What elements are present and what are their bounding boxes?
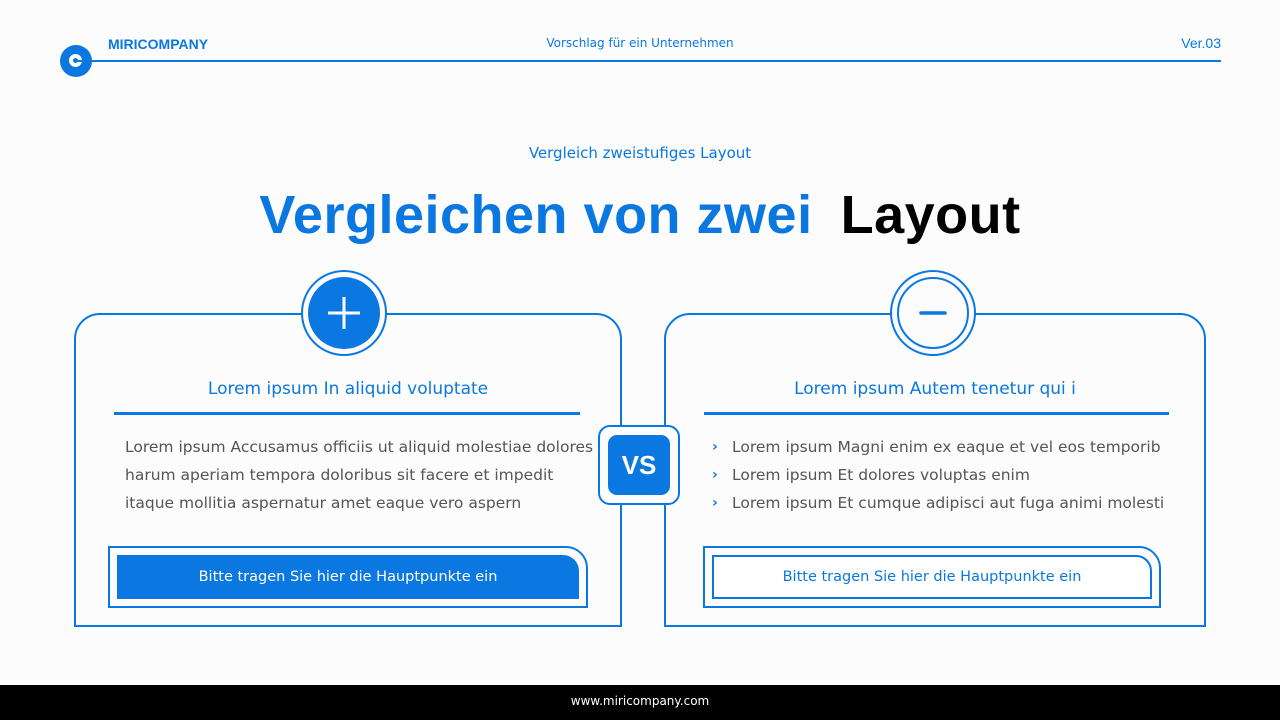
- brand-name: MIRICOMPANY: [108, 36, 209, 52]
- left-card-divider: [114, 412, 580, 415]
- footer-url: www.miricompany.com: [0, 685, 1280, 720]
- chevron-right-icon: ›: [712, 467, 718, 483]
- right-card: [664, 313, 1206, 627]
- list-item-text: Lorem ipsum Magni enim ex eaque et vel eos temporib: [732, 438, 1161, 456]
- minus-icon: [897, 277, 969, 349]
- list-item-text: Lorem ipsum Et cumque adipisci aut fuga animi molesti: [732, 494, 1165, 512]
- right-card-divider: [704, 412, 1169, 415]
- vs-badge: [598, 425, 680, 505]
- slide-title: [0, 184, 1280, 246]
- right-card-heading: Lorem ipsum Autem tenetur qui i: [794, 379, 1076, 399]
- list-item-text: Lorem ipsum Et dolores voluptas enim: [732, 466, 1030, 484]
- list-item: [712, 489, 1202, 517]
- chevron-right-icon: ›: [712, 495, 718, 511]
- chevron-right-icon: ›: [712, 439, 718, 455]
- plus-icon: [308, 277, 380, 349]
- right-card-button[interactable]: Bitte tragen Sie hier die Hauptpunkte ein: [712, 555, 1152, 599]
- title-part-2: Layout: [840, 185, 1021, 245]
- vs-label: VS: [608, 435, 670, 495]
- list-item: [712, 461, 1202, 489]
- right-card-list: [712, 433, 1202, 517]
- plus-badge: [301, 270, 387, 356]
- header-subtitle: Vorschlag für ein Unternehmen: [546, 36, 734, 50]
- list-item: [712, 433, 1202, 461]
- header-divider: [76, 60, 1221, 62]
- version-label: Ver.03: [1181, 35, 1221, 51]
- left-card-heading: Lorem ipsum In aliquid voluptate: [207, 379, 489, 399]
- left-card-button-frame: [108, 546, 588, 608]
- title-part-1: Vergleichen von zwei: [259, 185, 813, 245]
- left-card-button[interactable]: Bitte tragen Sie hier die Hauptpunkte ein: [117, 555, 579, 599]
- left-card: [74, 313, 622, 627]
- slide-kicker: Vergleich zweistufiges Layout: [528, 144, 752, 162]
- minus-badge: [890, 270, 976, 356]
- right-card-button-frame: [703, 546, 1161, 608]
- left-card-body: Lorem ipsum Accusamus officiis ut aliquid molestiae dolores harum aperiam tempora doloribus sit facere et impedit itaque mollitia aspernatur amet eaque vero aspern: [125, 438, 594, 512]
